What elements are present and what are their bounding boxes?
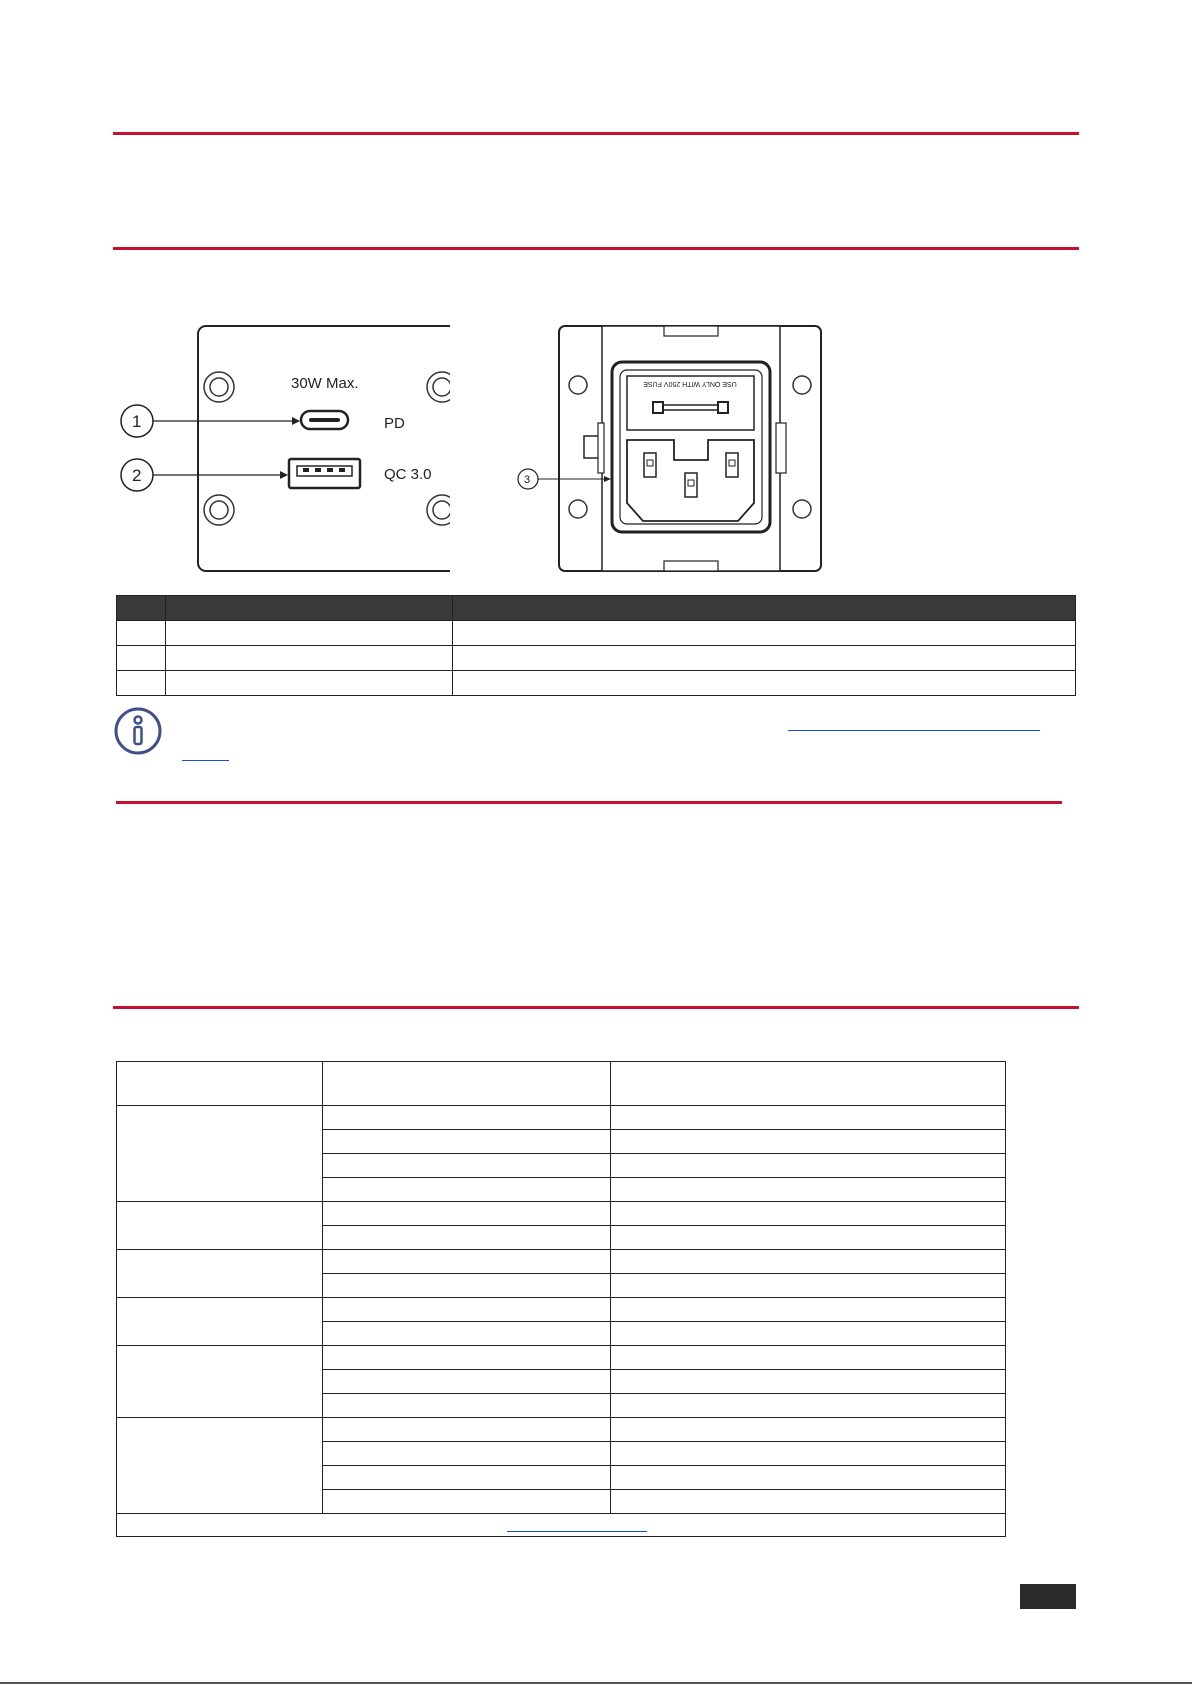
table-row [117,1298,1006,1322]
front-panel-figure [110,318,450,588]
table-row [117,621,1076,646]
note-link-underline-continued[interactable] [182,760,229,761]
table-header-row [117,596,1076,621]
table-row [117,1250,1006,1274]
header-cell [453,596,1076,621]
svg-text:1: 1 [132,412,142,431]
table-header-row [117,1062,1006,1106]
section-rule-1 [113,132,1079,135]
header-cell [117,596,166,621]
table-row [117,1106,1006,1130]
page-number-badge [1020,1584,1076,1609]
feature-table [116,595,1076,696]
qc-label: QC 3.0 [384,466,432,483]
svg-text:2: 2 [132,466,142,485]
note-link-underline[interactable] [788,730,1040,731]
page-bottom-line [0,1682,1192,1684]
table-row [117,671,1076,696]
spec-footer-link-underline[interactable] [507,1531,647,1532]
table-row [117,646,1076,671]
table-row [117,1202,1006,1226]
info-icon [113,706,163,756]
pd-label: PD [384,415,405,432]
front-panel-plate [198,326,450,571]
svg-text:3: 3 [524,474,531,486]
table-row [117,1346,1006,1370]
section-rule-3 [116,801,1062,804]
specifications-table [116,1061,1006,1537]
section-rule-2 [113,247,1079,250]
max-power-label: 30W Max. [291,375,359,392]
header-cell [166,596,453,621]
rear-panel-figure [510,318,830,588]
section-rule-4 [113,1006,1079,1009]
table-row [117,1418,1006,1442]
fuse-warning-text: USE ONLY WITH 250V FUSE [643,380,737,387]
table-footer-row [117,1514,1006,1537]
